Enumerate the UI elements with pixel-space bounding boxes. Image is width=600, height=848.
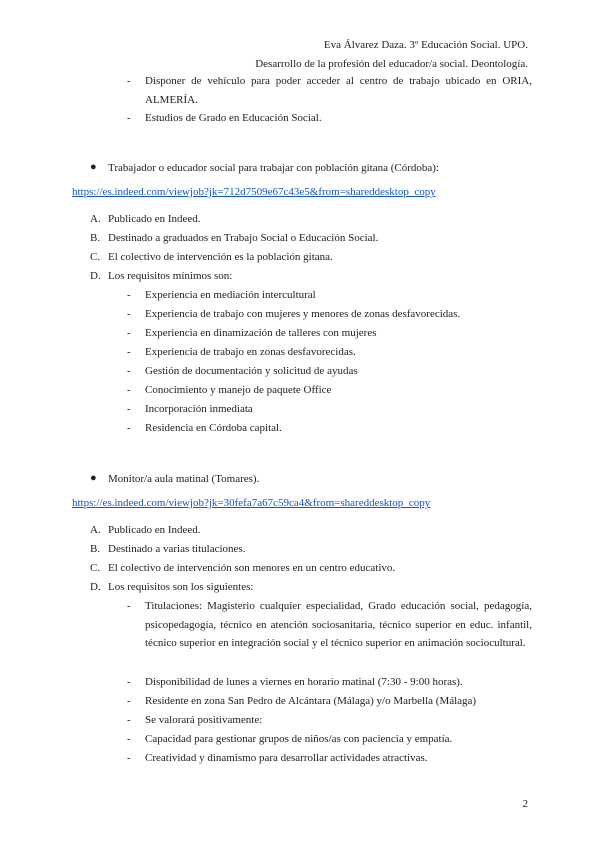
header-course-line: Desarrollo de la profesión del educador/a social. Deontología. — [255, 58, 528, 70]
item-letter: A. — [90, 213, 101, 225]
offer-detail-item — [90, 559, 395, 577]
item-text: Los requisitos mínimos son: — [108, 270, 233, 282]
requirement-text: Titulaciones: Magisterio cualquier especialidad, Grado educación social, pedagogía, psicopedagogía, técnico en atención sociosanitaria, técnico superior en educ. infantil, técnico superior en integración social y el técnico superior en animación sociocultural. — [145, 600, 532, 649]
offer-detail-item — [90, 248, 333, 266]
list-item — [127, 109, 532, 128]
item-text: Destinado a varias titulaciones. — [108, 543, 246, 555]
item-letter: C. — [90, 251, 101, 263]
dash-marker: - — [127, 714, 131, 726]
item-text: El colectivo de intervención son menores en un centro educativo. — [108, 562, 396, 574]
dash-marker: - — [127, 289, 131, 301]
item-letter: C. — [90, 562, 101, 574]
offer-link[interactable]: https://es.indeed.com/viewjob?jk=712d7509e67c43e5&from=shareddesktop_copy — [72, 186, 436, 198]
dash-marker: - — [127, 422, 131, 434]
requirement-item — [127, 381, 532, 400]
item-text: Publicado en Indeed. — [108, 213, 201, 225]
dash-marker: - — [127, 733, 131, 745]
offer-detail-item — [90, 540, 245, 558]
requirement-item — [127, 343, 532, 362]
offer-title — [90, 470, 259, 488]
offer-detail-item — [90, 521, 201, 539]
item-letter: B. — [90, 543, 101, 555]
requirement-item — [127, 597, 532, 653]
requirement-item — [127, 324, 532, 343]
dash-marker: - — [127, 327, 131, 339]
item-text: Destinado a graduados en Trabajo Social o Educación Social. — [108, 232, 379, 244]
item-text: Publicado en Indeed. — [108, 524, 201, 536]
dash-marker: - — [127, 308, 131, 320]
requirement-text: Capacidad para gestionar grupos de niños/as con paciencia y empatía. — [145, 733, 453, 745]
requirement-item — [127, 286, 532, 305]
dash-marker: - — [127, 112, 131, 124]
dash-marker: - — [127, 75, 131, 87]
offer-detail-item — [90, 210, 201, 228]
bullet-icon: ● — [90, 472, 97, 484]
requirement-item — [127, 305, 532, 324]
list-item-text: Estudios de Grado en Educación Social. — [145, 112, 322, 124]
offer-link[interactable]: https://es.indeed.com/viewjob?jk=30fefa7a67c59ca4&from=shareddesktop_copy — [72, 497, 431, 509]
dash-marker: - — [127, 365, 131, 377]
requirement-item — [127, 673, 532, 692]
requirement-text: Experiencia de trabajo en zonas desfavorecidas. — [145, 346, 356, 358]
item-letter: A. — [90, 524, 101, 536]
offer-title-text: Trabajador o educador social para trabajar con población gitana (Córdoba): — [108, 162, 439, 174]
list-item-text: Disponer de vehículo para poder acceder al centro de trabajo ubicado en ORIA, ALMERÍA. — [145, 75, 532, 106]
requirement-item — [127, 749, 532, 768]
requirement-item — [127, 711, 532, 730]
requirement-text: Disponibilidad de lunes a viernes en horario matinal (7:30 - 9:00 horas). — [145, 676, 463, 688]
page-number: 2 — [522, 798, 528, 810]
dash-marker: - — [127, 346, 131, 358]
offer-detail-item — [90, 229, 378, 247]
header-author-line: Eva Álvarez Daza. 3º Educación Social. UPO. — [323, 39, 528, 51]
requirement-text: Se valorará positivamente: — [145, 714, 263, 726]
requirement-text: Residente en zona San Pedro de Alcántara (Málaga) y/o Marbella (Málaga) — [145, 695, 477, 707]
requirement-text: Experiencia en mediación intercultural — [145, 289, 316, 301]
bullet-icon: ● — [90, 161, 97, 173]
requirement-text: Gestión de documentación y solicitud de ayudas — [145, 365, 358, 377]
dash-marker: - — [127, 403, 131, 415]
requirement-text: Experiencia en dinamización de talleres con mujeres — [145, 327, 377, 339]
item-text: Los requisitos son los siguientes: — [108, 581, 254, 593]
offer-detail-item — [90, 267, 232, 285]
requirement-text: Conocimiento y manejo de paquete Office — [145, 384, 332, 396]
requirement-item — [127, 362, 532, 381]
offer-title-text: Monitor/a aula matinal (Tomares). — [108, 473, 260, 485]
offer-title — [90, 159, 439, 177]
requirement-text: Residencia en Córdoba capital. — [145, 422, 282, 434]
requirement-item — [127, 400, 532, 419]
item-letter: D. — [90, 581, 101, 593]
requirement-item — [127, 692, 532, 711]
dash-marker: - — [127, 695, 131, 707]
list-item — [127, 72, 532, 109]
requirement-item — [127, 419, 532, 438]
requirement-text: Experiencia de trabajo con mujeres y menores de zonas desfavorecidas. — [145, 308, 461, 320]
requirement-text: Incorporación inmediata — [145, 403, 253, 415]
dash-marker: - — [127, 384, 131, 396]
dash-marker: - — [127, 676, 131, 688]
item-text: El colectivo de intervención es la población gitana. — [108, 251, 333, 263]
requirement-item — [127, 730, 532, 749]
dash-marker: - — [127, 752, 131, 764]
item-letter: B. — [90, 232, 101, 244]
page-header — [255, 36, 528, 74]
dash-marker: - — [127, 600, 131, 612]
offer-detail-item — [90, 578, 253, 596]
item-letter: D. — [90, 270, 101, 282]
requirement-text: Creatividad y dinamismo para desarrollar actividades atractivas. — [145, 752, 428, 764]
